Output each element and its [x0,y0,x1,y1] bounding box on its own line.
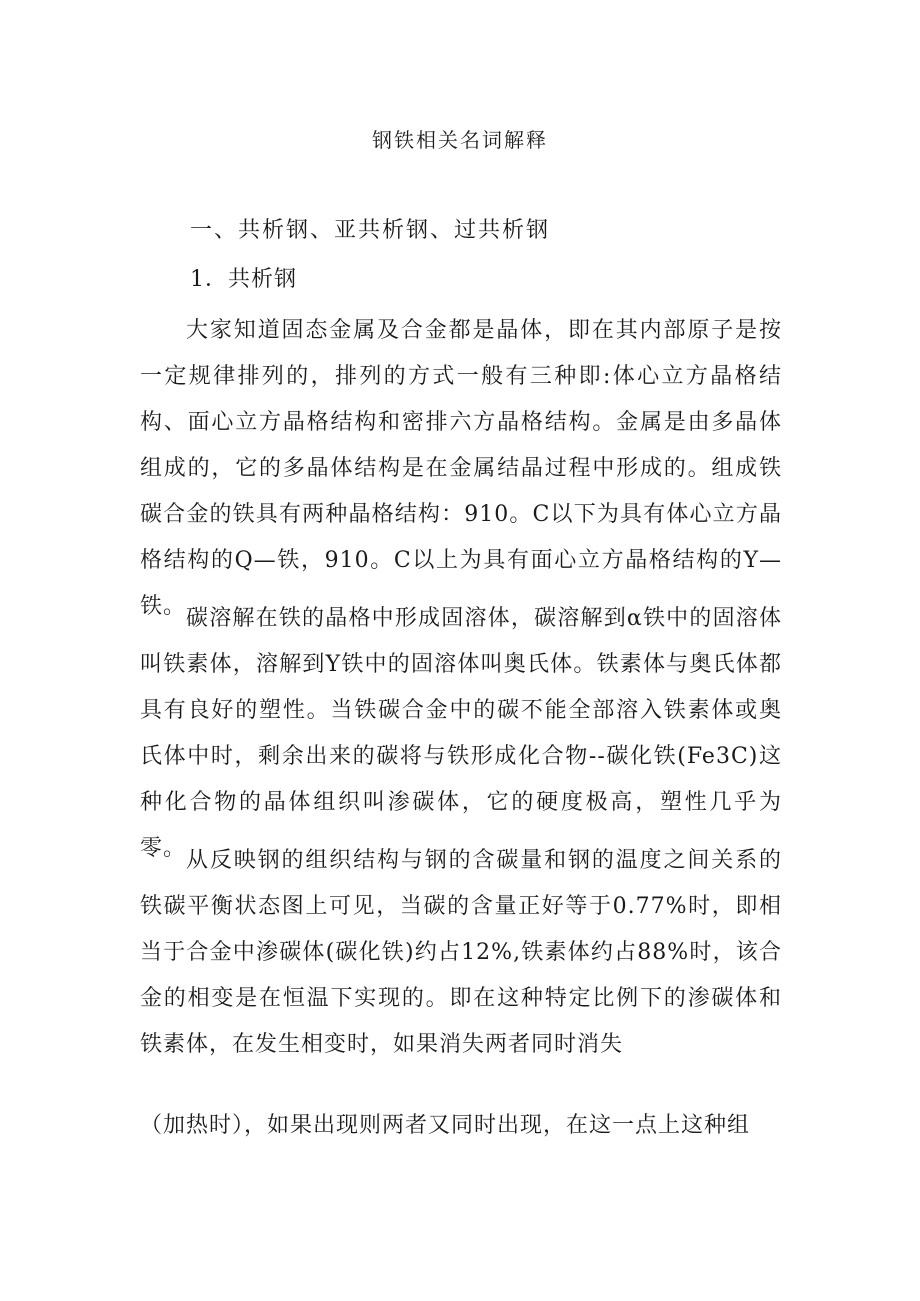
page-title: 钢铁相关名词解释 [372,128,548,152]
paragraph-phase-diagram: 从反映钢的组织结构与钢的含碳量和钢的温度之间关系的铁碳平衡状态图上可见，当碳的含量正好等于0.77%时，即相当于合金中渗碳体(碳化铁)约占12%,铁素体约占88%时，该合金的相变是在恒温下实现的。即在这种特定比例下的渗碳体和铁素体，在发生相变时，如果消失两者同时消失 [140,848,782,1057]
section-heading: 一、共析钢、亚共析钢、过共析钢 [190,218,551,243]
paragraph-solid-solution: 碳溶解在铁的晶格中形成固溶体，碳溶解到α铁中的固溶体叫铁素体，溶解到Y铁中的固溶体叫奥氏体。铁素体与奥氏体都具有良好的塑性。当铁碳合金中的碳不能全部溶入铁素体或奥氏体中时，剩余出来的碳将与铁形成化合物--碳化铁(Fe3C)这种化合物的晶体组织叫渗碳体，它的硬度极高，塑性几乎为零。 [140,606,782,861]
paragraph-continuation: （加热时），如果出现则两者又同时出现，在这一点上这种组 [140,1113,751,1138]
paragraph-crystal-structure: 大家知道固态金属及合金都是晶体，即在其内部原子是按一定规律排列的，排列的方式一般有三种即:体心立方晶格结构、面心立方晶格结构和密排六方晶格结构。金属是由多晶体组成的，它的多晶体结构是在金属结晶过程中形成的。组成铁碳合金的铁具有两种晶格结构：910。C以下为具有体心立方晶格结构的Q—铁，910。C以上为具有面心立方晶格结构的Y—铁。 [140,318,782,619]
subsection-heading: 1．共析钢 [190,267,297,292]
